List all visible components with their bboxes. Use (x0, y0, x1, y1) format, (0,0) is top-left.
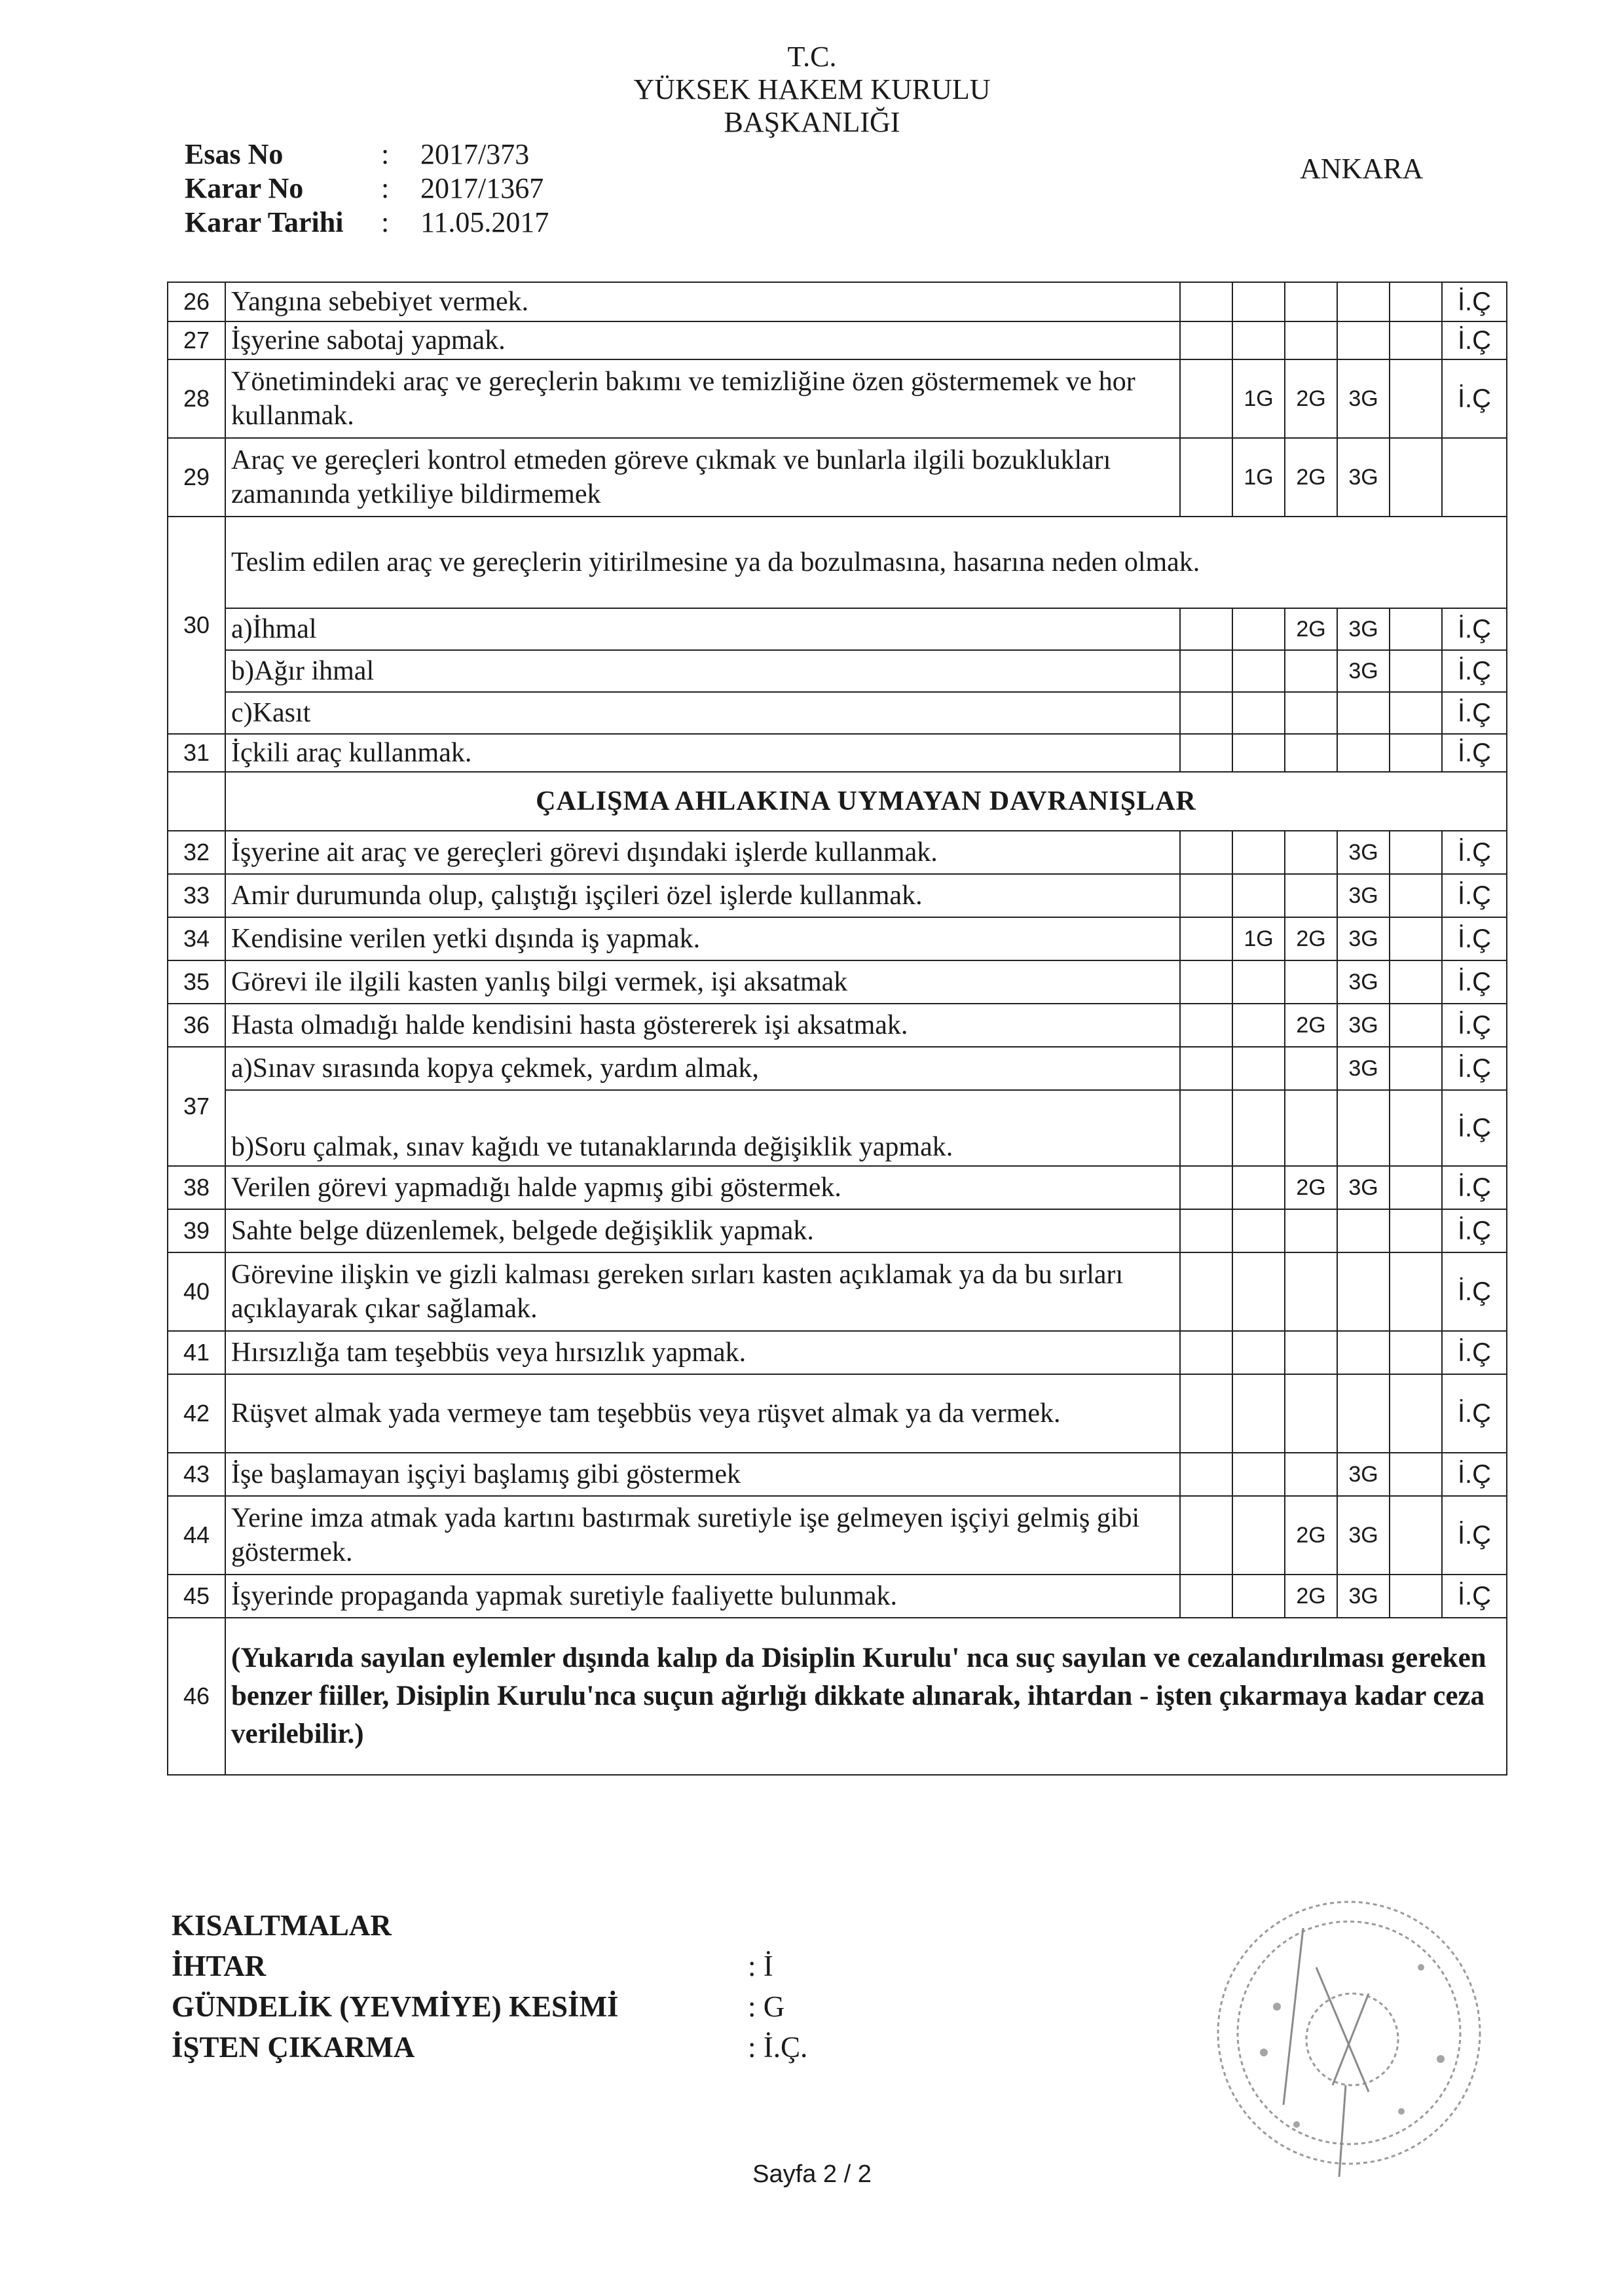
meta-label: Karar No (185, 172, 304, 204)
penalty-cell (1390, 1004, 1442, 1047)
header-city: ANKARA (1300, 153, 1424, 185)
row-description: Görevine ilişkin ve gizli kalması gereken sırları kasten açıklamak ya da bu sırları açıklayarak çıkar sağlamak. (225, 1252, 1180, 1331)
row-number: 27 (168, 321, 225, 359)
penalty-1g: 1G (1232, 917, 1285, 960)
penalty-cell (1390, 608, 1442, 650)
penalty-ic: İ.Ç (1442, 1374, 1507, 1453)
penalty-2g: 2G (1285, 359, 1337, 438)
penalty-1g (1232, 874, 1285, 917)
penalty-cell (1180, 692, 1232, 734)
penalty-3g (1337, 1252, 1390, 1331)
table-row (168, 960, 1507, 1004)
meta-value: 2017/373 (420, 138, 530, 170)
abbreviation-key: GÜNDELİK (YEVMİYE) KESİMİ (172, 1990, 619, 2023)
abbreviation-row (172, 1946, 807, 1986)
penalty-2g (1285, 321, 1337, 359)
section-row (168, 772, 1507, 831)
table-row (168, 831, 1507, 874)
row-description: a)İhmal (225, 608, 1180, 650)
decision-meta (185, 137, 617, 240)
penalty-cell (1180, 1166, 1232, 1209)
row-number: 40 (168, 1252, 225, 1331)
penalty-cell (1390, 359, 1442, 438)
penalty-cell (1337, 1090, 1390, 1166)
meta-colon: : (381, 172, 390, 204)
penalty-1g (1232, 1252, 1285, 1331)
penalty-ic: İ.Ç (1442, 692, 1507, 734)
penalty-3g: 3G (1337, 917, 1390, 960)
row-description: Teslim edilen araç ve gereçlerin yitirilmesine ya da bozulmasına, hasarına neden olmak. (225, 517, 1507, 608)
table-row (168, 1331, 1507, 1374)
table-row (168, 359, 1507, 438)
penalty-cell (1390, 1252, 1442, 1331)
penalty-cell (1180, 438, 1232, 517)
penalty-ic: İ.Ç (1442, 1004, 1507, 1047)
penalty-3g (1337, 282, 1390, 321)
penalty-cell (1180, 608, 1232, 650)
row-number: 33 (168, 874, 225, 917)
row-description: Yangına sebebiyet vermek. (225, 282, 1180, 321)
row-description: Kendisine verilen yetki dışında iş yapmak. (225, 917, 1180, 960)
discipline-table (167, 282, 1507, 1776)
penalty-cell (1390, 1209, 1442, 1252)
penalty-cell (1180, 831, 1232, 874)
row-number: 42 (168, 1374, 225, 1453)
penalty-2g: 2G (1285, 1004, 1337, 1047)
abbreviation-value: : G (748, 1990, 785, 2023)
penalty-3g (1337, 321, 1390, 359)
section-title: ÇALIŞMA AHLAKINA UYMAYAN DAVRANIŞLAR (225, 772, 1507, 831)
penalty-ic: İ.Ç (1442, 1209, 1507, 1252)
penalty-ic: İ.Ç (1442, 1453, 1507, 1496)
penalty-cell (1390, 831, 1442, 874)
row-number: 34 (168, 917, 225, 960)
penalty-cell (1390, 692, 1442, 734)
penalty-ic: İ.Ç (1442, 1252, 1507, 1331)
penalty-3g: 3G (1337, 874, 1390, 917)
penalty-ic: İ.Ç (1442, 1047, 1507, 1090)
row-description: Yönetimindeki araç ve gereçlerin bakımı ve temizliğine özen göstermemek ve hor kullanmak. (225, 359, 1180, 438)
penalty-cell (1180, 282, 1232, 321)
penalty-cell (1180, 1047, 1232, 1090)
table-row (168, 1496, 1507, 1575)
penalty-cell (1180, 734, 1232, 772)
table-row (168, 874, 1507, 917)
header-institution: YÜKSEK HAKEM KURULU (633, 73, 991, 105)
penalty-ic: İ.Ç (1442, 1331, 1507, 1374)
row-number: 28 (168, 359, 225, 438)
row-description: b)Ağır ihmal (225, 650, 1180, 692)
abbreviation-value: : İ.Ç. (748, 2031, 808, 2064)
penalty-cell (1180, 1090, 1232, 1166)
table-row (168, 1453, 1507, 1496)
table-row (168, 1618, 1507, 1775)
table-subrow (168, 608, 1507, 650)
penalty-cell (1390, 1090, 1442, 1166)
penalty-2g (1285, 831, 1337, 874)
penalty-cell (1180, 650, 1232, 692)
penalty-1g (1232, 734, 1285, 772)
meta-colon: : (381, 138, 390, 170)
penalty-2g (1285, 1374, 1337, 1453)
penalty-3g: 3G (1337, 1453, 1390, 1496)
penalty-1g: 1G (1232, 438, 1285, 517)
penalty-ic: İ.Ç (1442, 917, 1507, 960)
penalty-3g (1337, 1209, 1390, 1252)
row-description: b)Soru çalmak, sınav kağıdı ve tutanaklarında değişiklik yapmak. (225, 1090, 1180, 1166)
abbreviations (172, 1905, 807, 2068)
penalty-cell (1180, 1004, 1232, 1047)
penalty-cell (1180, 1331, 1232, 1374)
table-subrow (168, 650, 1507, 692)
penalty-3g: 3G (1337, 1166, 1390, 1209)
penalty-cell (1390, 1453, 1442, 1496)
row-description: c)Kasıt (225, 692, 1180, 734)
table-row (168, 1252, 1507, 1331)
meta-label: Esas No (185, 138, 284, 170)
penalty-1g (1232, 1004, 1285, 1047)
penalty-ic: İ.Ç (1442, 874, 1507, 917)
penalty-2g: 2G (1285, 1166, 1337, 1209)
table-subrow (168, 692, 1507, 734)
table-row (168, 1575, 1507, 1618)
header-presidency: BAŞKANLIĞI (724, 106, 900, 138)
table-row (168, 917, 1507, 960)
penalty-2g (1285, 692, 1337, 734)
penalty-cell (1180, 1209, 1232, 1252)
row-description: İşyerine ait araç ve gereçleri görevi dışındaki işlerde kullanmak. (225, 831, 1180, 874)
penalty-2g (1285, 1331, 1337, 1374)
row-description: a)Sınav sırasında kopya çekmek, yardım almak, (225, 1047, 1180, 1090)
penalty-cell (1390, 874, 1442, 917)
penalty-ic: İ.Ç (1442, 831, 1507, 874)
penalty-1g (1232, 650, 1285, 692)
penalty-1g (1232, 1331, 1285, 1374)
penalty-2g (1285, 650, 1337, 692)
row-description: Görevi ile ilgili kasten yanlış bilgi vermek, işi aksatmak (225, 960, 1180, 1004)
penalty-1g (1232, 1374, 1285, 1453)
penalty-2g (1285, 734, 1337, 772)
penalty-2g (1285, 282, 1337, 321)
penalty-cell (1180, 1496, 1232, 1575)
penalty-2g: 2G (1285, 608, 1337, 650)
row-description: İşe başlamayan işçiyi başlamış gibi göstermek (225, 1453, 1180, 1496)
penalty-cell (1390, 960, 1442, 1004)
row-number: 43 (168, 1453, 225, 1496)
penalty-3g (1337, 1331, 1390, 1374)
penalty-cell (1180, 960, 1232, 1004)
penalty-3g (1337, 692, 1390, 734)
row-description: Araç ve gereçleri kontrol etmeden göreve çıkmak ve bunlarla ilgili bozuklukları zamanında yetkiliye bildirmemek (225, 438, 1180, 517)
penalty-cell (1390, 1496, 1442, 1575)
penalty-ic (1442, 438, 1507, 517)
penalty-3g: 3G (1337, 438, 1390, 517)
penalty-2g: 2G (1285, 917, 1337, 960)
penalty-ic: İ.Ç (1442, 650, 1507, 692)
table-row (168, 734, 1507, 772)
row-description: Yerine imza atmak yada kartını bastırmak suretiyle işe gelmeyen işçiyi gelmiş gibi göstermek. (225, 1496, 1180, 1575)
meta-row-karar (185, 172, 617, 206)
row-description-final: (Yukarıda sayılan eylemler dışında kalıp da Disiplin Kurulu' nca suç sayılan ve cezalandırılması gereken benzer fiiller, Disiplin Kurulu'nca suçun ağırlığı dikkate alınarak, ihtardan - işten çıkarmaya kadar ceza verilebilir.) (225, 1618, 1507, 1775)
official-seal-stamp (1205, 1889, 1493, 2177)
table-row (168, 282, 1507, 321)
row-number: 41 (168, 1331, 225, 1374)
penalty-3g (1337, 734, 1390, 772)
penalty-ic: İ.Ç (1442, 734, 1507, 772)
penalty-1g (1232, 960, 1285, 1004)
penalty-3g: 3G (1337, 1575, 1390, 1618)
table-body-ethics (168, 831, 1507, 1775)
penalty-cell (1390, 1047, 1442, 1090)
penalty-cell (1390, 734, 1442, 772)
penalty-2g: 2G (1285, 1496, 1337, 1575)
penalty-ic: İ.Ç (1442, 1496, 1507, 1575)
row-number: 38 (168, 1166, 225, 1209)
penalty-cell (1390, 321, 1442, 359)
penalty-ic: İ.Ç (1442, 960, 1507, 1004)
abbreviation-value: : İ (748, 1950, 773, 1982)
penalty-cell (1180, 359, 1232, 438)
penalty-cell (1180, 1252, 1232, 1331)
penalty-cell (1180, 1575, 1232, 1618)
penalty-1g (1232, 321, 1285, 359)
row-description: İşyerinde propaganda yapmak suretiyle faaliyette bulunmak. (225, 1575, 1180, 1618)
table-row (168, 321, 1507, 359)
penalty-ic: İ.Ç (1442, 1090, 1507, 1166)
meta-row-esas (185, 137, 617, 172)
row-number: 29 (168, 438, 225, 517)
table-row (168, 1166, 1507, 1209)
meta-row-tarih (185, 206, 617, 240)
penalty-ic: İ.Ç (1442, 321, 1507, 359)
penalty-1g (1232, 831, 1285, 874)
penalty-1g (1232, 1209, 1285, 1252)
penalty-2g: 2G (1285, 438, 1337, 517)
abbreviation-row (172, 2027, 807, 2068)
row-number: 32 (168, 831, 225, 874)
abbreviation-key: İŞTEN ÇIKARMA (172, 2031, 415, 2064)
row-description: Verilen görevi yapmadığı halde yapmış gibi göstermek. (225, 1166, 1180, 1209)
penalty-3g: 3G (1337, 960, 1390, 1004)
penalty-cell (1390, 650, 1442, 692)
table-row (168, 1209, 1507, 1252)
penalty-cell (1390, 917, 1442, 960)
row-description: Amir durumunda olup, çalıştığı işçileri özel işlerde kullanmak. (225, 874, 1180, 917)
penalty-cell (1390, 438, 1442, 517)
table-row (168, 1047, 1507, 1090)
penalty-cell (1180, 1374, 1232, 1453)
row-number: 31 (168, 734, 225, 772)
penalty-ic: İ.Ç (1442, 1166, 1507, 1209)
penalty-1g: 1G (1232, 359, 1285, 438)
penalty-ic: İ.Ç (1442, 282, 1507, 321)
table-row (168, 438, 1507, 517)
penalty-cell (1390, 1166, 1442, 1209)
penalty-2g: 2G (1285, 1575, 1337, 1618)
header-tc: T.C. (787, 41, 837, 73)
row-description: Hasta olmadığı halde kendisini hasta göstererek işi aksatmak. (225, 1004, 1180, 1047)
penalty-cell (1232, 1090, 1285, 1166)
abbreviations-title: KISALTMALAR (172, 1909, 392, 1942)
penalty-2g (1285, 1252, 1337, 1331)
table-row (168, 1374, 1507, 1453)
penalty-3g: 3G (1337, 359, 1390, 438)
row-number: 30 (168, 517, 225, 734)
table-row (168, 1004, 1507, 1047)
penalty-cell (1285, 1047, 1337, 1090)
row-description: Hırsızlığa tam teşebbüs veya hırsızlık yapmak. (225, 1331, 1180, 1374)
penalty-3g: 3G (1337, 1004, 1390, 1047)
row-description: Sahte belge düzenlemek, belgede değişiklik yapmak. (225, 1209, 1180, 1252)
penalty-ic: İ.Ç (1442, 1575, 1507, 1618)
meta-value: 11.05.2017 (420, 206, 549, 238)
meta-label: Karar Tarihi (185, 206, 344, 238)
penalty-cell (1390, 282, 1442, 321)
abbreviation-row (172, 1986, 807, 2027)
penalty-3g (1337, 1374, 1390, 1453)
penalty-1g (1232, 692, 1285, 734)
row-number: 46 (168, 1618, 225, 1775)
penalty-3g: 3G (1337, 1047, 1390, 1090)
table-subrow (168, 1090, 1507, 1166)
row-number-empty (168, 772, 225, 831)
penalty-3g: 3G (1337, 1496, 1390, 1575)
penalty-cell (1390, 1374, 1442, 1453)
penalty-2g (1285, 960, 1337, 1004)
row-number: 36 (168, 1004, 225, 1047)
meta-value: 2017/1367 (420, 172, 544, 204)
meta-colon: : (381, 206, 390, 238)
penalty-3g: 3G (1337, 650, 1390, 692)
row-number: 35 (168, 960, 225, 1004)
penalty-cell (1232, 1047, 1285, 1090)
penalty-1g (1232, 282, 1285, 321)
penalty-1g (1232, 1166, 1285, 1209)
row-number: 39 (168, 1209, 225, 1252)
penalty-1g (1232, 1575, 1285, 1618)
row-number: 44 (168, 1496, 225, 1575)
penalty-2g (1285, 1453, 1337, 1496)
penalty-ic: İ.Ç (1442, 608, 1507, 650)
row-description: İçkili araç kullanmak. (225, 734, 1180, 772)
penalty-1g (1232, 1453, 1285, 1496)
penalty-3g: 3G (1337, 831, 1390, 874)
penalty-1g (1232, 1496, 1285, 1575)
penalty-cell (1285, 1090, 1337, 1166)
penalty-ic: İ.Ç (1442, 359, 1507, 438)
abbreviation-key: İHTAR (172, 1950, 267, 1982)
page-number: Sayfa 2 / 2 (752, 2160, 872, 2188)
penalty-cell (1180, 321, 1232, 359)
penalty-cell (1390, 1575, 1442, 1618)
row-number: 37 (168, 1047, 225, 1166)
table-row (168, 517, 1507, 608)
penalty-1g (1232, 608, 1285, 650)
penalty-cell (1180, 917, 1232, 960)
row-number: 45 (168, 1575, 225, 1618)
penalty-cell (1390, 1331, 1442, 1374)
penalty-3g: 3G (1337, 608, 1390, 650)
penalty-2g (1285, 1209, 1337, 1252)
row-description: Rüşvet almak yada vermeye tam teşebbüs veya rüşvet almak ya da vermek. (225, 1374, 1180, 1453)
row-number: 26 (168, 282, 225, 321)
penalty-cell (1180, 1453, 1232, 1496)
row-description: İşyerine sabotaj yapmak. (225, 321, 1180, 359)
penalty-2g (1285, 874, 1337, 917)
penalty-cell (1180, 874, 1232, 917)
